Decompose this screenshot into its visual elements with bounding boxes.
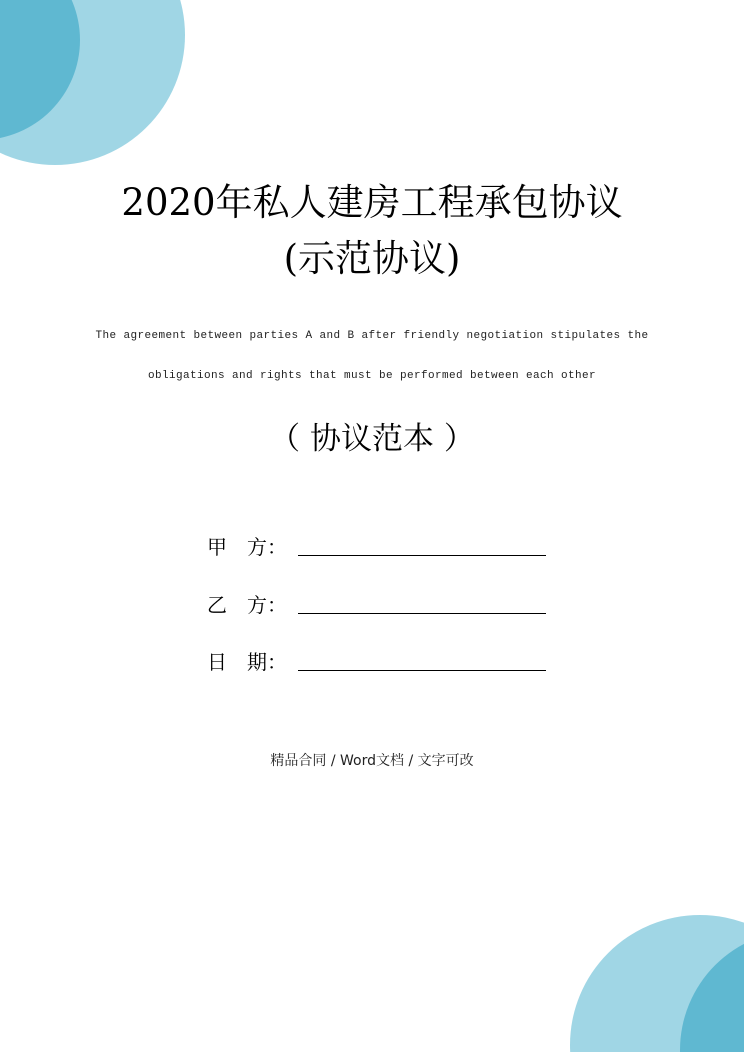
document-subtitle: （ 协议范本 ） — [269, 421, 475, 457]
party-b-blank-line[interactable] — [298, 613, 546, 614]
english-description-line2: obligations and rights that must be performed between each other — [147, 370, 597, 382]
party-a-field — [207, 532, 289, 562]
top-left-circle-small — [0, 0, 80, 140]
date-blank-line[interactable] — [298, 670, 546, 671]
party-b-label: 乙 方： — [207, 593, 287, 617]
date-field — [207, 647, 289, 677]
document-title-line1: 2020年私人建房工程承包协议 — [121, 181, 623, 224]
english-description-line1: The agreement between parties A and B after friendly negotiation stipulates the — [95, 330, 649, 342]
document-title-line2: (示范协议) — [283, 237, 461, 280]
party-a-blank-line[interactable] — [298, 555, 546, 556]
date-label: 日 期： — [207, 650, 287, 674]
bottom-right-circle-large — [570, 915, 744, 1052]
footer-note: 精品合同 / Word文档 / 文字可改 — [270, 753, 474, 769]
party-a-label: 甲 方： — [207, 535, 287, 559]
party-b-field — [207, 590, 289, 620]
top-left-circle-large — [0, 0, 185, 165]
bottom-right-circle-small — [680, 930, 744, 1052]
